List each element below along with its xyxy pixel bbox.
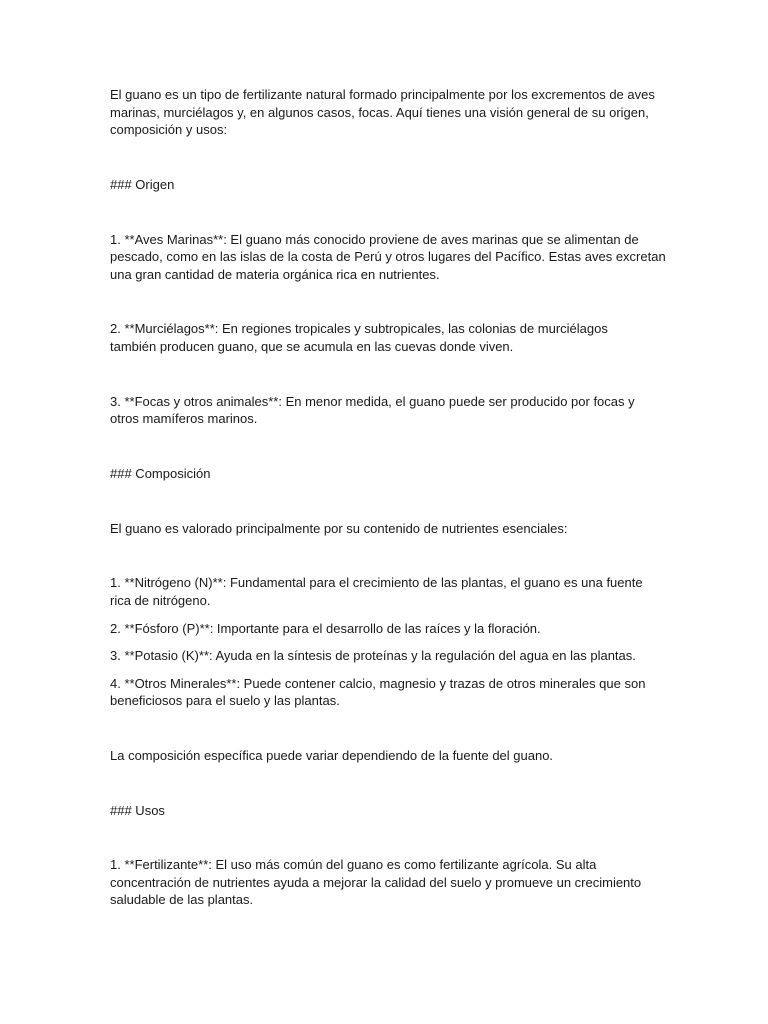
origen-item-2-line-2: también producen guano, que se acumula en las cuevas donde viven. bbox=[110, 339, 514, 354]
intro-line-1: El guano es un tipo de fertilizante natural formado principalmente por los excrementos de aves bbox=[110, 87, 655, 102]
composicion-item-3: 3. **Potasio (K)**: Ayuda en la síntesis de proteínas y la regulación del agua en las plantas. bbox=[110, 648, 636, 663]
composicion-intro: El guano es valorado principalmente por su contenido de nutrientes esenciales: bbox=[110, 521, 568, 536]
composicion-item-1-line-2: rica de nitrógeno. bbox=[110, 593, 211, 608]
composicion-item-4-line-2: beneficiosos para el suelo y las plantas. bbox=[110, 693, 340, 708]
intro-line-3: composición y usos: bbox=[110, 122, 228, 137]
heading-usos: ### Usos bbox=[110, 803, 165, 818]
heading-origen: ### Origen bbox=[110, 177, 175, 192]
usos-item-1-line-1: 1. **Fertilizante**: El uso más común del guano es como fertilizante agrícola. Su alta bbox=[110, 857, 597, 872]
composicion-item-4-line-1: 4. **Otros Minerales**: Puede contener calcio, magnesio y trazas de otros minerales que son bbox=[110, 676, 646, 691]
origen-item-1-line-2: pescado, como en las islas de la costa de Perú y otros lugares del Pacífico. Estas aves excretan bbox=[110, 249, 666, 264]
origen-item-1-line-3: una gran cantidad de materia orgánica rica en nutrientes. bbox=[110, 267, 440, 282]
origen-item-2-line-1: 2. **Murciélagos**: En regiones tropicales y subtropicales, las colonias de murciélagos bbox=[110, 321, 608, 336]
composicion-item-1-line-1: 1. **Nitrógeno (N)**: Fundamental para el crecimiento de las plantas, el guano es una fuente bbox=[110, 575, 643, 590]
origen-item-1-line-1: 1. **Aves Marinas**: El guano más conocido proviene de aves marinas que se alimentan de bbox=[110, 232, 639, 247]
usos-item-1-line-3: saludable de las plantas. bbox=[110, 892, 254, 907]
origen-item-3-line-1: 3. **Focas y otros animales**: En menor medida, el guano puede ser producido por focas y bbox=[110, 394, 635, 409]
heading-composicion: ### Composición bbox=[110, 466, 211, 481]
composicion-item-2: 2. **Fósforo (P)**: Importante para el desarrollo de las raíces y la floración. bbox=[110, 621, 541, 636]
intro-line-2: marinas, murciélagos y, en algunos casos, focas. Aquí tienes una visión general de su origen, bbox=[110, 105, 649, 120]
usos-item-1-line-2: concentración de nutrientes ayuda a mejorar la calidad del suelo y promueve un crecimiento bbox=[110, 875, 642, 890]
composicion-note: La composición específica puede variar dependiendo de la fuente del guano. bbox=[110, 748, 554, 763]
origen-item-3-line-2: otros mamíferos marinos. bbox=[110, 411, 258, 426]
